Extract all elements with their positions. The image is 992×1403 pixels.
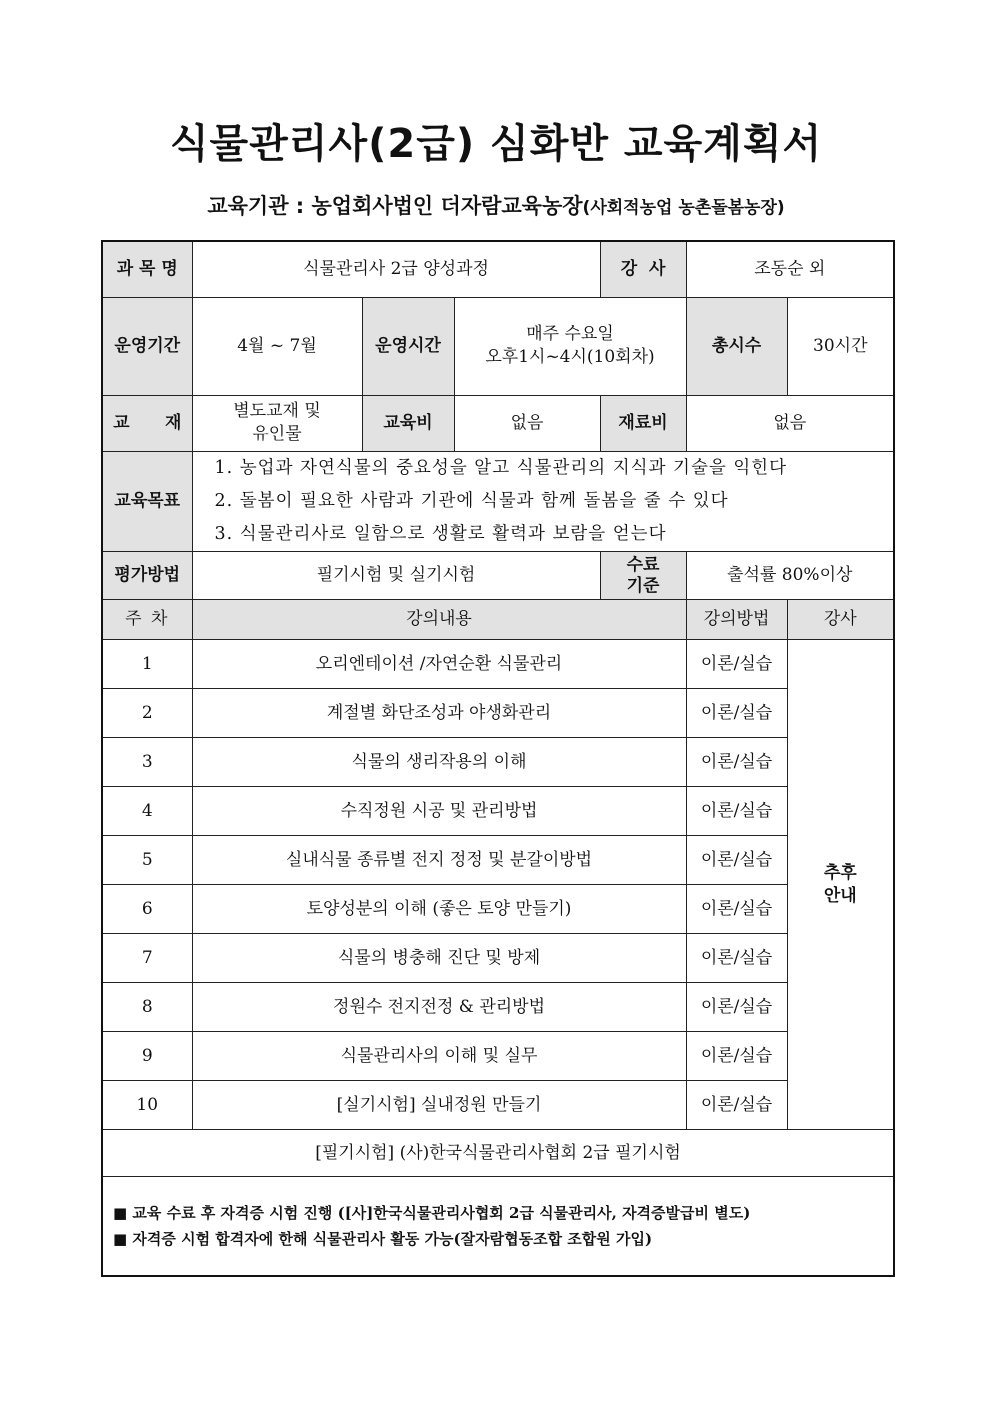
lecture-method: 이론/실습 [686,934,787,983]
lecture-method: 이론/실습 [686,689,787,738]
time-value-line1: 매주 수요일 [526,324,614,345]
time-value-line2: 오후1시~4시(10회차) [485,347,655,367]
total-hours-label: 총시수 [686,297,787,395]
note-item: ■ 교육 수료 후 자격증 시험 진행 ([사]한국식물관리사협회 2급 식물관리사, 자격증발급비 별도) [113,1203,751,1222]
lecture-method: 이론/실습 [686,983,787,1032]
completion-label-line1: 수료 [626,554,660,575]
week-number: 5 [102,836,192,885]
method-header: 강의방법 [686,600,787,640]
organization-name: 교육기관 : 농업회사법인 더자람교육농장 [207,194,583,218]
goal-item: 1. 농업과 자연식물의 중요성을 알고 식물관리의 지식과 기술을 익힌다 [214,457,788,478]
week-number: 3 [102,738,192,787]
completion-value: 출석률 80%이상 [686,552,894,600]
exam-row [102,1130,894,1177]
lecture-method: 이론/실습 [686,885,787,934]
table-row [102,885,894,934]
goal-item: 2. 돌봄이 필요한 사람과 기관에 식물과 함께 돌봄을 줄 수 있다 [214,490,729,511]
textbook-label: 교 재 [102,395,192,451]
lecture-method: 이론/실습 [686,640,787,689]
time-label: 운영시간 [362,297,454,395]
week-number: 7 [102,934,192,983]
table-row [102,836,894,885]
lecture-content: 식물의 병충해 진단 및 방제 [192,934,686,983]
lecture-content: 식물관리사의 이해 및 실무 [192,1032,686,1081]
week-number: 10 [102,1081,192,1130]
fee-value: 없음 [454,395,600,451]
instructor-value: 조동순 외 [686,241,894,297]
table-row [102,689,894,738]
week-number: 9 [102,1032,192,1081]
time-value [454,297,686,395]
lecture-content: 오리엔테이션 /자연순환 식물관리 [192,640,686,689]
goals-row [102,451,894,552]
instructor-note-line2: 안내 [823,885,857,906]
week-number: 4 [102,787,192,836]
lecture-content: 계절별 화단조성과 야생화관리 [192,689,686,738]
completion-label [600,552,686,600]
subject-value: 식물관리사 2급 양성과정 [192,241,600,297]
table-row [102,640,894,689]
table-row [102,934,894,983]
evaluation-row [102,552,894,600]
instructor-note-line1: 추후 [823,862,857,883]
organization-subtitle: (사회적농업 농촌돌봄농장) [582,198,785,218]
period-value: 4월 ~ 7월 [192,297,362,395]
notes-row [102,1177,894,1276]
table-row [102,1081,894,1130]
textbook-value [192,395,362,451]
lecture-method: 이론/실습 [686,1081,787,1130]
notes-cell [102,1177,894,1276]
lecture-method: 이론/실습 [686,836,787,885]
evaluation-value: 필기시험 및 실기시험 [192,552,600,600]
education-plan-table [101,240,895,1277]
lecture-content: 토양성분의 이해 (좋은 토양 만들기) [192,885,686,934]
note-item: ■ 자격증 시험 합격자에 한해 식물관리사 활동 가능(잘자람협동조합 조합원 가입) [113,1230,653,1248]
week-number: 8 [102,983,192,1032]
subject-row [102,241,894,297]
table-row [102,983,894,1032]
document-title: 식물관리사(2급) 심화반 교육계획서 [169,121,823,167]
instructor-note [787,640,894,1130]
instructor-label: 강 사 [600,241,686,297]
lecture-content: 식물의 생리작용의 이해 [192,738,686,787]
material-value: 없음 [686,395,894,451]
textbook-row [102,395,894,451]
instructor-header: 강사 [787,600,894,640]
lecture-method: 이론/실습 [686,738,787,787]
evaluation-label: 평가방법 [102,552,192,600]
goals-list [192,451,894,552]
schedule-header-row [102,600,894,640]
period-row [102,297,894,395]
content-header: 강의내용 [192,600,686,640]
organization-line [0,190,992,220]
textbook-value-line1: 별도교재 및 [233,401,321,422]
period-label: 운영기간 [102,297,192,395]
lecture-content: 정원수 전지전정 & 관리방법 [192,983,686,1032]
subject-label: 과 목 명 [102,241,192,297]
textbook-value-line2: 유인물 [252,424,302,444]
week-number: 6 [102,885,192,934]
week-number: 1 [102,640,192,689]
lecture-content: [실기시험] 실내정원 만들기 [192,1081,686,1130]
lecture-method: 이론/실습 [686,787,787,836]
material-label: 재료비 [600,395,686,451]
written-exam-note: [필기시험] (사)한국식물관리사협회 2급 필기시험 [102,1130,894,1177]
total-hours-value: 30시간 [787,297,894,395]
table-row [102,738,894,787]
week-header: 주 차 [102,600,192,640]
goal-item: 3. 식물관리사로 일함으로 생활로 활력과 보람을 얻는다 [214,524,667,544]
lecture-content: 실내식물 종류별 전지 정정 및 분갈이방법 [192,836,686,885]
table-row [102,787,894,836]
fee-label: 교육비 [362,395,454,451]
completion-label-line2: 기준 [626,575,660,596]
table-row [102,1032,894,1081]
goals-label: 교육목표 [102,451,192,552]
week-number: 2 [102,689,192,738]
lecture-method: 이론/실습 [686,1032,787,1081]
lecture-content: 수직정원 시공 및 관리방법 [192,787,686,836]
